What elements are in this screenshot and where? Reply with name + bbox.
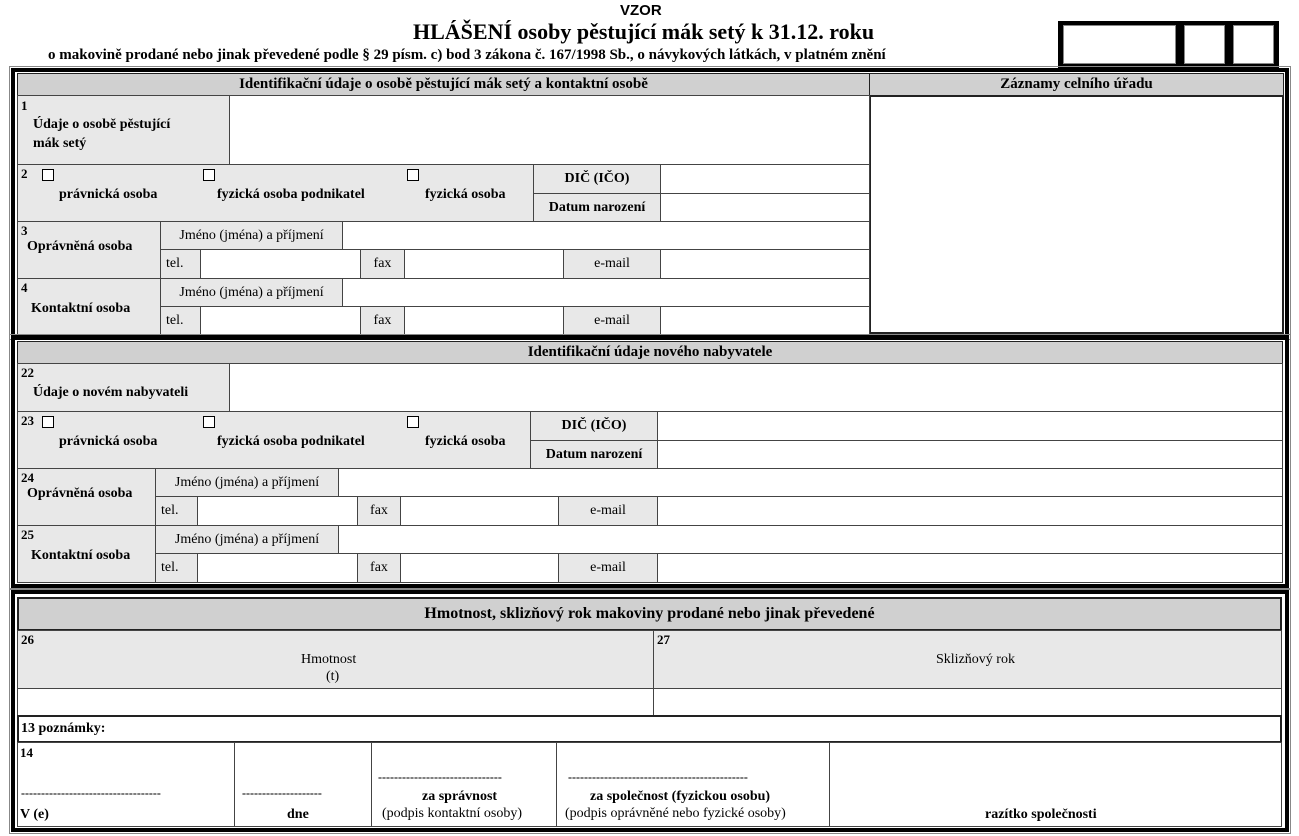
option-natural-person: fyzická osoba bbox=[425, 434, 506, 449]
customs-records-area[interactable] bbox=[869, 95, 1284, 334]
dic-label: DIČ (IČO) bbox=[533, 164, 661, 194]
name-label: Jméno (jména) a příjmení bbox=[160, 221, 343, 250]
person-info-label-cell bbox=[17, 95, 230, 165]
row-number-2: 2 bbox=[21, 166, 28, 181]
tel-label-text: tel. bbox=[161, 560, 179, 575]
new-acquirer-input[interactable] bbox=[229, 363, 1283, 412]
fax-label: fax bbox=[357, 496, 401, 526]
acquirer-contact-fax-input[interactable] bbox=[400, 553, 559, 583]
checkbox-legal-person[interactable] bbox=[42, 416, 54, 428]
dic-input[interactable] bbox=[660, 164, 870, 194]
correctness-note: (podpis kontaktní osoby) bbox=[382, 806, 522, 821]
person-info-label-line2: mák setý bbox=[33, 136, 87, 151]
row-number-14: 14 bbox=[20, 745, 33, 760]
row-number-1: 1 bbox=[21, 98, 28, 113]
section-2-heading: Identifikační údaje nového nabyvatele bbox=[17, 341, 1283, 364]
company-stamp-cell[interactable] bbox=[829, 742, 1282, 827]
acquirer-authorized-label: Oprávněná osoba bbox=[27, 486, 133, 501]
authorized-fax-input[interactable] bbox=[404, 249, 564, 279]
person-info-input[interactable] bbox=[229, 95, 870, 165]
weight-unit: (t) bbox=[326, 669, 340, 684]
place-cell[interactable] bbox=[17, 742, 235, 827]
new-acquirer-label-cell bbox=[17, 363, 230, 412]
tel-label-text: tel. bbox=[166, 313, 184, 328]
harvest-year-input[interactable] bbox=[653, 688, 1282, 716]
email-label: e-mail bbox=[558, 553, 658, 583]
correctness-label: za správnost bbox=[422, 789, 498, 804]
option-entrepreneur: fyzická osoba podnikatel bbox=[217, 187, 365, 202]
tel-label bbox=[160, 249, 201, 279]
fax-label: fax bbox=[360, 306, 405, 335]
acquirer-contact-name-input[interactable] bbox=[338, 525, 1283, 554]
page-title: HLÁŠENÍ osoby pěstující mák setý k 31.12. roku bbox=[413, 19, 875, 44]
company-signature-line: --------------------------------------------- bbox=[568, 770, 748, 784]
tel-label bbox=[155, 553, 198, 583]
contact-fax-input[interactable] bbox=[404, 306, 564, 335]
reference-boxes bbox=[1058, 21, 1279, 68]
tel-label-text: tel. bbox=[166, 256, 184, 271]
acquirer-dob-input[interactable] bbox=[657, 440, 1283, 469]
row-number-25: 25 bbox=[21, 527, 34, 542]
row-number-26: 26 bbox=[21, 632, 34, 647]
company-label: za společnost (fyzickou osobu) bbox=[590, 789, 771, 804]
company-note: (podpis oprávněné nebo fyzické osoby) bbox=[565, 806, 786, 821]
authorized-tel-input[interactable] bbox=[200, 249, 361, 279]
notes-label: 13 poznámky: bbox=[21, 721, 106, 736]
contact-name-input[interactable] bbox=[342, 278, 870, 307]
option-entrepreneur: fyzická osoba podnikatel bbox=[217, 434, 365, 449]
dic-label: DIČ (IČO) bbox=[530, 411, 658, 441]
dob-input[interactable] bbox=[660, 193, 870, 222]
tel-label bbox=[160, 306, 201, 335]
reference-box-3[interactable] bbox=[1233, 25, 1274, 64]
person-type-cell bbox=[17, 164, 534, 222]
dob-label: Datum narození bbox=[533, 193, 661, 222]
dob-label: Datum narození bbox=[530, 440, 658, 469]
checkbox-entrepreneur[interactable] bbox=[203, 416, 215, 428]
harvest-year-label-cell bbox=[653, 630, 1282, 689]
place-signature-line: ----------------------------------- bbox=[21, 786, 161, 800]
company-signature-cell[interactable] bbox=[556, 742, 830, 827]
checkbox-legal-person[interactable] bbox=[42, 169, 54, 181]
acquirer-contact-email-input[interactable] bbox=[657, 553, 1283, 583]
date-cell[interactable] bbox=[234, 742, 372, 827]
person-info-label-line1: Údaje o osobě pěstující bbox=[33, 117, 171, 132]
acquirer-contact-tel-input[interactable] bbox=[197, 553, 358, 583]
acquirer-authorized-email-input[interactable] bbox=[657, 496, 1283, 526]
customs-records-heading: Záznamy celního úřadu bbox=[869, 73, 1284, 96]
acquirer-contact-label: Kontaktní osoba bbox=[31, 548, 131, 563]
name-label: Jméno (jména) a příjmení bbox=[160, 278, 343, 307]
sample-label: VZOR bbox=[620, 2, 662, 19]
authorized-person-label-cell bbox=[17, 221, 161, 279]
row-number-22: 22 bbox=[21, 365, 34, 380]
row-number-23: 23 bbox=[21, 413, 34, 428]
option-legal-person: právnická osoba bbox=[59, 187, 158, 202]
contact-tel-input[interactable] bbox=[200, 306, 361, 335]
company-stamp-label: razítko společnosti bbox=[985, 807, 1097, 822]
acquirer-authorized-name-input[interactable] bbox=[338, 468, 1283, 497]
acquirer-type-cell bbox=[17, 411, 533, 469]
row-number-27: 27 bbox=[657, 632, 670, 647]
date-signature-line: -------------------- bbox=[242, 786, 322, 800]
email-label: e-mail bbox=[563, 249, 661, 279]
authorized-person-label: Oprávněná osoba bbox=[27, 239, 133, 254]
authorized-email-input[interactable] bbox=[660, 249, 870, 279]
acquirer-authorized-fax-input[interactable] bbox=[400, 496, 559, 526]
new-acquirer-label: Údaje o novém nabyvateli bbox=[33, 385, 189, 400]
checkbox-natural-person[interactable] bbox=[407, 169, 419, 181]
fax-label: fax bbox=[360, 249, 405, 279]
row-number-4: 4 bbox=[21, 280, 28, 295]
authorized-name-input[interactable] bbox=[342, 221, 870, 250]
correctness-signature-line: ------------------------------- bbox=[378, 770, 502, 784]
acquirer-authorized-tel-input[interactable] bbox=[197, 496, 358, 526]
harvest-year-label: Sklizňový rok bbox=[936, 652, 1015, 667]
tel-label-text: tel. bbox=[161, 503, 179, 518]
name-label: Jméno (jména) a příjmení bbox=[155, 525, 339, 554]
acquirer-dic-input[interactable] bbox=[657, 411, 1283, 441]
contact-person-label-cell bbox=[17, 278, 161, 335]
section-3-heading: Hmotnost, sklizňový rok makoviny prodané nebo jinak převedené bbox=[17, 597, 1282, 631]
tel-label bbox=[155, 496, 198, 526]
weight-label: Hmotnost bbox=[301, 652, 357, 667]
checkbox-natural-person[interactable] bbox=[407, 416, 419, 428]
weight-input[interactable] bbox=[17, 688, 654, 716]
email-label: e-mail bbox=[563, 306, 661, 335]
section-1-heading: Identifikační údaje o osobě pěstující mák setý a kontaktní osobě bbox=[17, 73, 870, 96]
email-label: e-mail bbox=[558, 496, 658, 526]
reference-box-2[interactable] bbox=[1184, 25, 1225, 64]
row-number-24: 24 bbox=[21, 470, 34, 485]
place-label: V (e) bbox=[20, 807, 49, 822]
option-natural-person: fyzická osoba bbox=[425, 187, 506, 202]
notes-field[interactable] bbox=[17, 715, 1282, 743]
contact-person-label: Kontaktní osoba bbox=[31, 301, 131, 316]
acquirer-contact-label-cell bbox=[17, 525, 156, 583]
fax-label: fax bbox=[357, 553, 401, 583]
page-subtitle: o makovině prodané nebo jinak převedené podle § 29 písm. c) bod 3 zákona č. 167/1998 Sb., o návykových látkách, v platném znění bbox=[48, 47, 886, 63]
correctness-signature-cell[interactable] bbox=[371, 742, 557, 827]
weight-label-cell bbox=[17, 630, 654, 689]
reference-box-1[interactable] bbox=[1063, 25, 1176, 64]
contact-email-input[interactable] bbox=[660, 306, 870, 335]
option-legal-person: právnická osoba bbox=[59, 434, 158, 449]
acquirer-authorized-label-cell bbox=[17, 468, 156, 526]
checkbox-entrepreneur[interactable] bbox=[203, 169, 215, 181]
date-label: dne bbox=[287, 807, 309, 822]
name-label: Jméno (jména) a příjmení bbox=[155, 468, 339, 497]
row-number-3: 3 bbox=[21, 223, 28, 238]
